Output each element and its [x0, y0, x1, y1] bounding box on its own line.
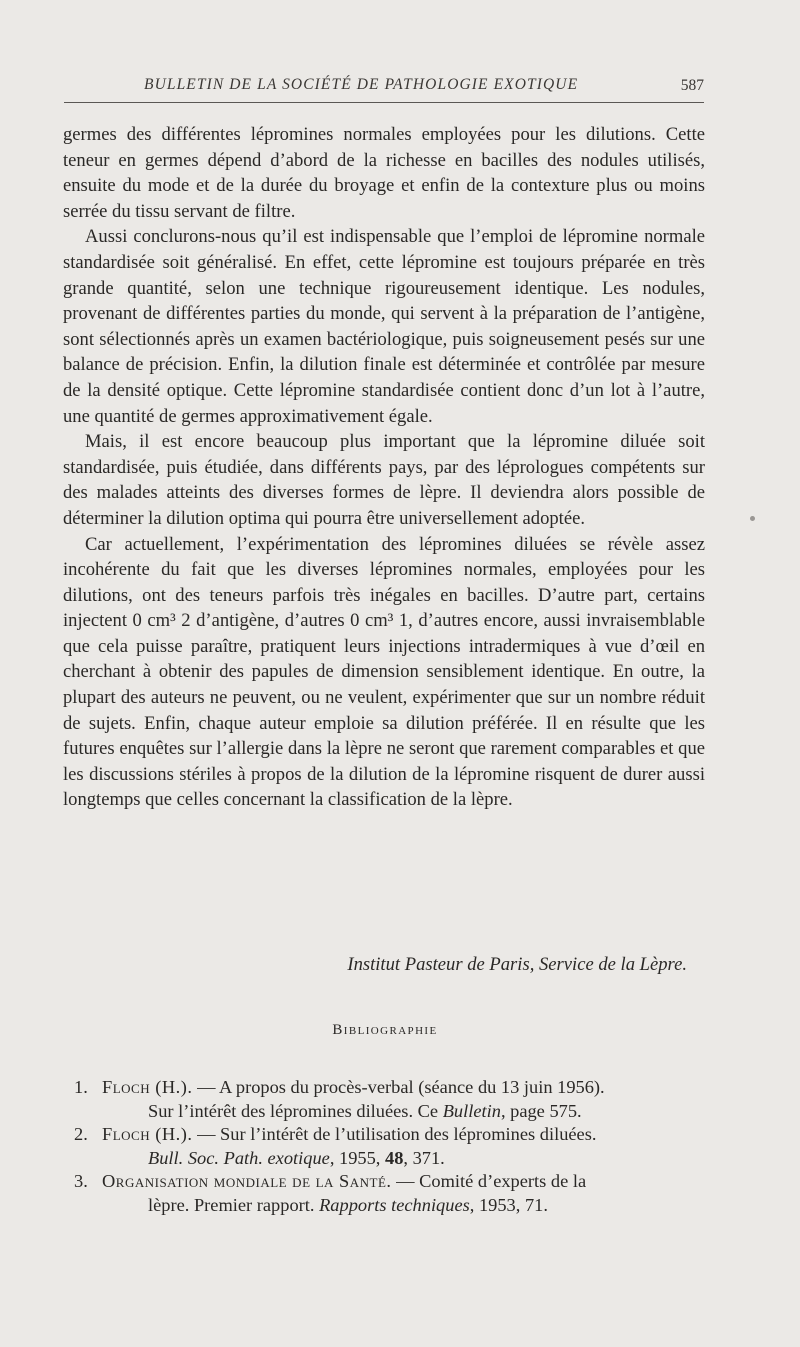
entry-text: , 1955, [329, 1147, 385, 1168]
entry-number: 3. [74, 1171, 88, 1192]
entry-text: lèpre. Premier rapport. [148, 1194, 320, 1215]
bibliography-entry [74, 1170, 705, 1217]
body-text [63, 122, 705, 813]
entry-title-line: — Comité d’experts de la [396, 1171, 587, 1192]
entry-text: , 371. [403, 1147, 445, 1168]
entry-first-line [102, 1076, 705, 1100]
entry-text: , 1953, 71. [469, 1194, 548, 1215]
margin-speck [750, 516, 755, 521]
bibliography-heading: Bibliographie [332, 1022, 438, 1038]
paragraph-4: Car actuellement, l’expérimentation des lépromines diluées se révèle assez incohérente du fait que les diverses lépromines normales, employées pour les dilutions, ont des teneurs parfois très inégales en bacilles. D’autre part, certains injectent 0 cm³ 2 d’antigène, d’autres 0 cm³ 1, d’autres encore, aussi invraisemblable que cela puisse paraître, pratiquent leurs injections intradermiques à vue d’œil en cherchant à obtenir des papules de dimension sensiblement identique. En outre, la plupart des auteurs ne peuvent, ou ne veulent, expérimenter que sur un nombre réduit de sujets. Enfin, chaque auteur emploie sa dilution préférée. Il en résulte que les futures enquêtes sur l’allergie dans la lèpre ne seront que rarement comparables et que les discussions stériles à propos de la dilution de la lépromine risquent de durer aussi longtemps que celles concernant la classification de la lèpre. [63, 533, 705, 811]
running-title: BULLETIN DE LA SOCIÉTÉ DE PATHOLOGIE EXOTIQUE [144, 76, 579, 93]
entry-volume: 48 [385, 1147, 404, 1168]
entry-author: Floch (H.). [102, 1077, 193, 1097]
paragraph-2: Aussi conclurons-nous qu’il est indispensable que l’emploi de lépromine normale standardisée soit généralisé. En effet, cette lépromine est toujours préparée en très grande quantité, selon une technique rigoureusement identique. Les nodules, provenant de différentes parties du monde, qui servent à la préparation de l’antigène, sont sélectionnés après un examen bactériologique, puis soigneusement pesés sur une balance de précision. Enfin, la dilution finale est déterminée et contrôlée par mesure de la densité optique. Cette lépromine standardisée contient donc d’un lot à l’autre, une quantité de germes approximativement égale. [63, 226, 705, 427]
institution-signature: Institut Pasteur de Paris, Service de la Lèpre. [347, 954, 687, 975]
entry-first-line [102, 1123, 705, 1147]
bibliography-entry [74, 1123, 705, 1170]
entry-journal: Bulletin [442, 1100, 501, 1121]
entry-text: Sur l’intérêt des lépromines diluées. Ce [148, 1100, 443, 1121]
page-header [64, 76, 704, 103]
paragraph-3: Mais, il est encore beaucoup plus important que la lépromine diluée soit standardisée, puis étudiée, dans différents pays, par des léprologues compétents sur des malades atteints des diverses formes de lèpre. Il deviendra alors possible de déterminer la dilution optima qui pourra être universellement adoptée. [63, 431, 705, 529]
entry-continuation [148, 1194, 705, 1218]
entry-continuation [148, 1100, 705, 1124]
entry-first-line [102, 1170, 705, 1194]
entry-author: Organisation mondiale de la Santé. [102, 1171, 392, 1192]
entry-journal: Rapports techniques [319, 1194, 470, 1215]
entry-text: , page 575. [500, 1100, 582, 1121]
entry-continuation [148, 1147, 705, 1171]
paragraph-1: germes des différentes lépromines normales employées pour les dilutions. Cette teneur en germes dépend d’abord de la richesse en bacilles des nodules utilisés, ensuite du mode et de la durée du broyage et enfin de la contexture plus ou moins serrée du tissu servant de filtre. [63, 124, 705, 222]
entry-title-line: — Sur l’intérêt de l’utilisation des lépromines diluées. [197, 1124, 597, 1145]
entry-journal: Bull. Soc. Path. exotique [148, 1147, 330, 1168]
entry-number: 1. [74, 1077, 88, 1097]
bibliography-entry [74, 1076, 705, 1123]
entry-number: 2. [74, 1124, 88, 1145]
bibliography-list [74, 1076, 705, 1218]
entry-title-line: — A propos du procès-verbal (séance du 13 juin 1956). [197, 1077, 605, 1097]
page-number: 587 [680, 77, 704, 94]
entry-author: Floch (H.). [102, 1124, 193, 1145]
